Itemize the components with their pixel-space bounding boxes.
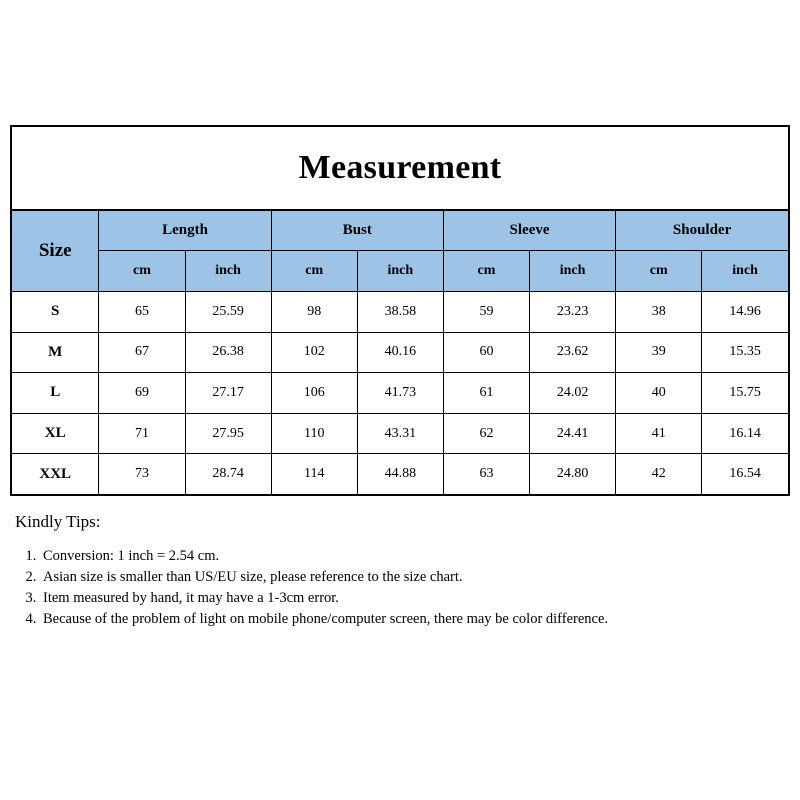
measurement-cell: 28.74: [185, 454, 271, 494]
measurement-cell: 24.41: [530, 413, 616, 454]
kindly-tips: [15, 512, 615, 630]
measurement-cell: 27.95: [185, 413, 271, 454]
measurement-cell: 67: [99, 332, 185, 373]
measurement-cell: 15.35: [702, 332, 788, 373]
tip-item: 1. Conversion: 1 inch = 2.54 cm.: [40, 546, 615, 567]
unit-header-inch: inch: [702, 251, 788, 292]
measurement-cell: 106: [271, 373, 357, 414]
unit-header-inch: inch: [185, 251, 271, 292]
size-cell: L: [12, 373, 99, 414]
size-cell: M: [12, 332, 99, 373]
unit-header-cm: cm: [271, 251, 357, 292]
measurement-cell: 26.38: [185, 332, 271, 373]
size-cell: XL: [12, 413, 99, 454]
measurement-cell: 59: [443, 292, 529, 333]
table-row: [12, 413, 788, 454]
tips-list: [15, 546, 615, 630]
measurement-cell: 39: [616, 332, 702, 373]
unit-header-cm: cm: [443, 251, 529, 292]
measurement-cell: 41: [616, 413, 702, 454]
unit-header-cm: cm: [99, 251, 185, 292]
measurement-cell: 44.88: [357, 454, 443, 494]
measurement-cell: 41.73: [357, 373, 443, 414]
measurement-cell: 60: [443, 332, 529, 373]
measurement-cell: 38: [616, 292, 702, 333]
measurement-cell: 42: [616, 454, 702, 494]
unit-header-cm: cm: [616, 251, 702, 292]
unit-header-inch: inch: [530, 251, 616, 292]
group-header-length: Length: [99, 211, 271, 251]
measurement-cell: 16.14: [702, 413, 788, 454]
table-row: [12, 292, 788, 333]
measurement-cell: 40.16: [357, 332, 443, 373]
size-table: [12, 210, 788, 494]
measurement-cell: 102: [271, 332, 357, 373]
measurement-cell: 25.59: [185, 292, 271, 333]
measurement-cell: 16.54: [702, 454, 788, 494]
unit-header-row: [12, 251, 788, 292]
tip-item: 2. Asian size is smaller than US/EU size, please reference to the size chart.: [40, 567, 615, 588]
tip-item: 4. Because of the problem of light on mobile phone/computer screen, there may be color difference.: [40, 609, 615, 630]
measurement-cell: 65: [99, 292, 185, 333]
measurement-cell: 24.80: [530, 454, 616, 494]
unit-header-inch: inch: [357, 251, 443, 292]
size-cell: XXL: [12, 454, 99, 494]
measurement-cell: 110: [271, 413, 357, 454]
chart-title: Measurement: [12, 127, 788, 210]
measurement-cell: 27.17: [185, 373, 271, 414]
table-row: [12, 373, 788, 414]
measurement-cell: 23.62: [530, 332, 616, 373]
size-cell: S: [12, 292, 99, 333]
table-row: [12, 332, 788, 373]
group-header-shoulder: Shoulder: [616, 211, 788, 251]
measurement-cell: 71: [99, 413, 185, 454]
measurement-cell: 69: [99, 373, 185, 414]
measurement-cell: 43.31: [357, 413, 443, 454]
group-header-sleeve: Sleeve: [443, 211, 615, 251]
size-header: Size: [12, 211, 99, 292]
measurement-cell: 62: [443, 413, 529, 454]
measurement-cell: 38.58: [357, 292, 443, 333]
measurement-cell: 73: [99, 454, 185, 494]
measurement-cell: 14.96: [702, 292, 788, 333]
group-header-bust: Bust: [271, 211, 443, 251]
measurement-cell: 15.75: [702, 373, 788, 414]
tips-title: Kindly Tips:: [15, 512, 101, 531]
size-chart: [10, 125, 790, 496]
measurement-cell: 63: [443, 454, 529, 494]
measurement-cell: 114: [271, 454, 357, 494]
measurement-cell: 23.23: [530, 292, 616, 333]
measurement-cell: 61: [443, 373, 529, 414]
group-header-row: [12, 211, 788, 251]
measurement-cell: 40: [616, 373, 702, 414]
tip-item: 3. Item measured by hand, it may have a 1-3cm error.: [40, 588, 615, 609]
measurement-cell: 24.02: [530, 373, 616, 414]
measurement-cell: 98: [271, 292, 357, 333]
table-row: [12, 454, 788, 494]
size-table-body: [12, 292, 788, 494]
